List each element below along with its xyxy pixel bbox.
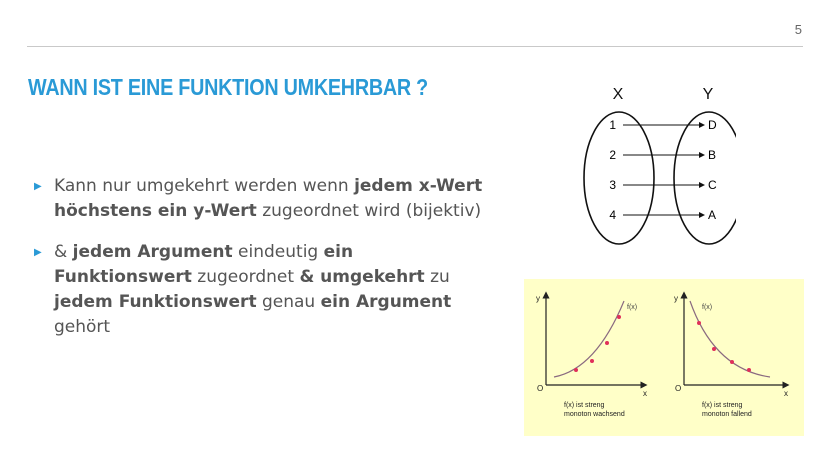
- codomain-element: A: [708, 208, 717, 222]
- caption-line-2: monoton fallend: [702, 411, 752, 418]
- curve-point: [712, 347, 716, 351]
- origin-label: O: [537, 384, 544, 393]
- curve-label: f(x): [627, 304, 638, 311]
- codomain-element: B: [708, 148, 717, 162]
- increasing-curve: [554, 301, 624, 377]
- bullet-text-2: & jedem Argument eindeutig ein Funktionswert zugeordnet & umgekehrt zu jedem Funktionswert genau ein Argument gehört: [54, 242, 452, 337]
- bullet-text-1: Kann nur umgekehrt werden wenn jedem x-Wert höchstens ein y-Wert zugeordnet wird (bijektiv): [54, 176, 483, 221]
- caption-line-1: f(x) ist streng: [702, 402, 743, 409]
- mapping-pairs: [609, 118, 717, 222]
- y-axis-label: y: [674, 294, 678, 303]
- domain-element: 2: [609, 148, 616, 162]
- origin-label: O: [675, 384, 682, 393]
- x-axis-label: x: [784, 389, 788, 398]
- mapping-diagram: [576, 84, 736, 246]
- top-divider: [27, 46, 803, 47]
- curve-label: f(x): [702, 304, 713, 311]
- page-number: 5: [794, 22, 802, 37]
- codomain-element: D: [708, 118, 717, 132]
- domain-label: X: [612, 86, 624, 103]
- monotonic-graphs: [524, 279, 804, 436]
- monotonic-illustration: [524, 279, 804, 436]
- caption-line-2: monoton wachsend: [564, 411, 625, 418]
- bullet-item-2: [34, 240, 494, 340]
- domain-set-ellipse: [584, 112, 654, 244]
- codomain-label: Y: [702, 86, 714, 103]
- slide-title: WANN IST EINE FUNKTION UMKEHRBAR ?: [28, 74, 429, 100]
- curve-point: [697, 321, 701, 325]
- curve-point: [747, 368, 751, 372]
- curve-point: [605, 341, 609, 345]
- y-axis-label: y: [536, 294, 540, 303]
- domain-element: 1: [609, 118, 616, 132]
- bullet-triangle-icon: ▶: [34, 247, 42, 258]
- codomain-element: C: [708, 178, 717, 192]
- x-axis-label: x: [643, 389, 647, 398]
- curve-point: [730, 360, 734, 364]
- decreasing-graph: [674, 294, 788, 418]
- bullet-item-1: [34, 174, 494, 224]
- curve-point: [574, 368, 578, 372]
- curve-point: [617, 315, 621, 319]
- bullet-list: [34, 174, 494, 356]
- domain-element: 3: [609, 178, 616, 192]
- increasing-graph: [536, 294, 647, 418]
- codomain-set-ellipse: [674, 112, 736, 244]
- curve-point: [590, 359, 594, 363]
- domain-element: 4: [609, 208, 616, 222]
- bullet-triangle-icon: ▶: [34, 181, 42, 192]
- caption-line-1: f(x) ist streng: [564, 402, 605, 409]
- decreasing-curve: [690, 301, 770, 377]
